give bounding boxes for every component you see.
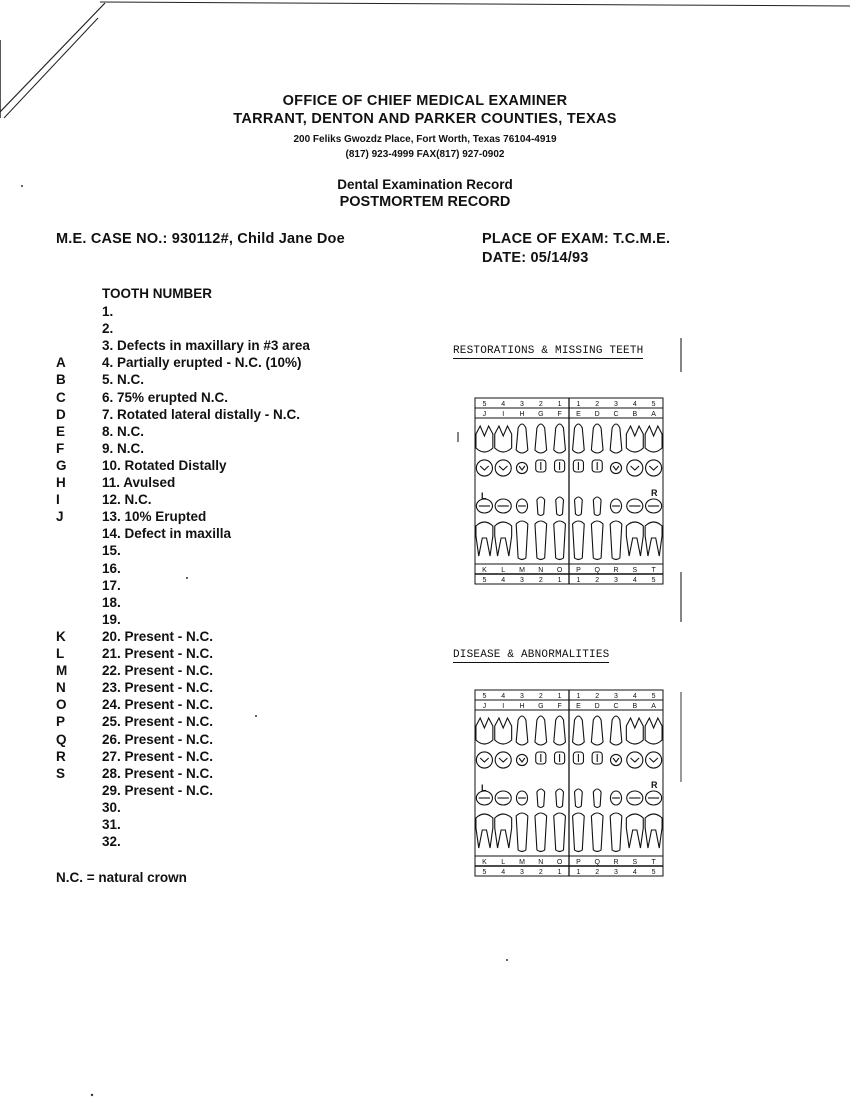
tooth-entry: 20. Present - N.C. bbox=[102, 628, 214, 644]
chart-label: I bbox=[502, 411, 505, 418]
chart-label: 4 bbox=[501, 693, 506, 700]
tooth-entry: 8. N.C. bbox=[102, 423, 145, 439]
chart-label: 3 bbox=[520, 401, 524, 408]
tooth-entry: 29. Present - N.C. bbox=[102, 782, 214, 798]
tooth-entry: 14. Defect in maxilla bbox=[102, 526, 232, 542]
chart-label: 2 bbox=[595, 577, 600, 584]
chart-label: F bbox=[557, 703, 562, 710]
record-subtitle: POSTMORTEM RECORD bbox=[339, 194, 511, 210]
chart-label: D bbox=[594, 703, 600, 710]
chart-label: 3 bbox=[614, 869, 618, 876]
tooth-entry: 22. Present - N.C. bbox=[102, 663, 214, 679]
chart-label: M bbox=[519, 567, 525, 574]
tooth-letter: O bbox=[56, 697, 67, 713]
chart-label: 3 bbox=[520, 693, 524, 700]
office-phone: (817) 923-4999 FAX(817) 927-0902 bbox=[345, 149, 505, 160]
chart-label: 2 bbox=[595, 693, 600, 700]
tooth-letter: B bbox=[56, 372, 66, 388]
tooth-letter: S bbox=[56, 765, 66, 781]
tooth-entry: 15. bbox=[102, 543, 121, 559]
chart-label: A bbox=[651, 703, 656, 710]
chart-label: P bbox=[576, 859, 581, 866]
tooth-letter: N bbox=[56, 680, 66, 696]
chart-label: K bbox=[482, 859, 487, 866]
chart-label: 1 bbox=[557, 401, 562, 408]
tooth-letter: Q bbox=[56, 731, 67, 747]
chart-side-right: R bbox=[651, 780, 658, 790]
tooth-number-heading: TOOTH NUMBER bbox=[102, 286, 212, 301]
chart-side-left: L bbox=[481, 491, 487, 501]
chart-label: F bbox=[557, 411, 562, 418]
tooth-entry: 28. Present - N.C. bbox=[102, 765, 214, 781]
office-title: OFFICE OF CHIEF MEDICAL EXAMINER bbox=[282, 93, 568, 109]
chart-label: 1 bbox=[576, 869, 581, 876]
tooth-entry: 16. bbox=[102, 560, 121, 576]
tooth-entry: 26. Present - N.C. bbox=[102, 731, 214, 747]
chart-label: 5 bbox=[651, 401, 656, 408]
chart-label: T bbox=[651, 859, 656, 866]
chart-label: 5 bbox=[482, 693, 487, 700]
chart-label: 1 bbox=[576, 401, 581, 408]
chart-label: H bbox=[519, 703, 525, 710]
chart-label: L bbox=[501, 567, 506, 574]
chart-label: B bbox=[632, 411, 638, 418]
chart-label: 4 bbox=[501, 401, 506, 408]
chart-label: T bbox=[651, 567, 656, 574]
chart-side-left: L bbox=[481, 783, 487, 793]
chart-label: G bbox=[538, 703, 544, 710]
office-address: 200 Feliks Gwozdz Place, Fort Worth, Texas 76104-4919 bbox=[293, 134, 557, 145]
chart-label: C bbox=[613, 411, 619, 418]
chart-label: 2 bbox=[595, 869, 600, 876]
chart-label: R bbox=[613, 567, 619, 574]
chart-label: 1 bbox=[576, 693, 581, 700]
chart-side-right: R bbox=[651, 488, 658, 498]
chart-label: 3 bbox=[614, 577, 618, 584]
tooth-entry: 23. Present - N.C. bbox=[102, 680, 214, 696]
tooth-letter: R bbox=[56, 748, 66, 764]
chart-label: 2 bbox=[538, 577, 543, 584]
tooth-entry: 18. bbox=[102, 594, 121, 610]
tooth-entry: 24. Present - N.C. bbox=[102, 697, 214, 713]
chart-label: A bbox=[651, 411, 656, 418]
chart-label: 1 bbox=[576, 577, 581, 584]
tooth-letter: A bbox=[56, 355, 66, 371]
chart-label: D bbox=[594, 411, 600, 418]
chart-label: 1 bbox=[557, 869, 562, 876]
disease-chart-title: DISEASE & ABNORMALITIES bbox=[453, 649, 610, 661]
tooth-letter: H bbox=[56, 475, 66, 490]
chart-label: 5 bbox=[651, 693, 656, 700]
tooth-entry: 10. Rotated Distally bbox=[102, 457, 227, 473]
restorations-chart-title: RESTORATIONS & MISSING TEETH bbox=[453, 345, 644, 357]
chart-label: E bbox=[576, 411, 581, 418]
chart-label: L bbox=[501, 859, 506, 866]
tooth-entry: 9. N.C. bbox=[102, 440, 145, 456]
chart-label: G bbox=[538, 411, 544, 418]
tooth-entry: 27. Present - N.C. bbox=[102, 748, 214, 764]
tooth-entry: 1. bbox=[102, 304, 114, 319]
chart-label: O bbox=[556, 567, 563, 574]
chart-label: 5 bbox=[482, 401, 487, 408]
tooth-letter: I bbox=[56, 492, 60, 508]
chart-label: 5 bbox=[482, 577, 487, 584]
counties-title: TARRANT, DENTON AND PARKER COUNTIES, TEXAS bbox=[233, 111, 617, 127]
chart-label: E bbox=[576, 703, 581, 710]
chart-label: P bbox=[576, 567, 581, 574]
chart-label: H bbox=[519, 411, 525, 418]
chart-label: 4 bbox=[632, 401, 637, 408]
record-title: Dental Examination Record bbox=[337, 177, 513, 192]
tooth-letter: G bbox=[56, 457, 67, 473]
tooth-entry: 19. bbox=[102, 611, 121, 627]
tooth-entry: 3. Defects in maxillary in #3 area bbox=[102, 338, 310, 354]
tooth-entry: 2. bbox=[102, 321, 114, 337]
tooth-letter: E bbox=[56, 423, 66, 439]
tooth-entry: 30. bbox=[102, 799, 121, 815]
tooth-letter: K bbox=[56, 628, 66, 644]
chart-label: J bbox=[482, 703, 487, 710]
tooth-entry: 31. bbox=[102, 817, 121, 832]
chart-label: 4 bbox=[501, 869, 506, 876]
chart-label: K bbox=[482, 567, 487, 574]
chart-label: C bbox=[613, 703, 619, 710]
chart-label: J bbox=[482, 411, 487, 418]
chart-label: 2 bbox=[538, 401, 543, 408]
case-number: M.E. CASE NO.: 930112#, Child Jane Doe bbox=[56, 231, 345, 247]
tooth-entry: 5. N.C. bbox=[102, 372, 145, 388]
chart-label: N bbox=[538, 567, 544, 574]
exam-date: DATE: 05/14/93 bbox=[482, 250, 589, 266]
chart-label: 3 bbox=[614, 401, 618, 408]
chart-label: I bbox=[502, 703, 505, 710]
disease-tooth-chart bbox=[472, 688, 666, 882]
chart-label: S bbox=[632, 859, 638, 866]
chart-label: 4 bbox=[501, 577, 506, 584]
tooth-entry: 25. Present - N.C. bbox=[102, 714, 214, 730]
chart-label: B bbox=[632, 703, 638, 710]
tooth-entry: 12. N.C. bbox=[102, 492, 152, 508]
tooth-entry: 32. bbox=[102, 834, 121, 850]
tooth-entry: 11. Avulsed bbox=[102, 475, 176, 490]
tooth-entry: 21. Present - N.C. bbox=[102, 646, 214, 661]
chart-label: 4 bbox=[632, 869, 637, 876]
chart-label: 5 bbox=[482, 869, 487, 876]
tooth-letter: J bbox=[56, 509, 64, 525]
chart-label: 4 bbox=[632, 577, 637, 584]
footnote: N.C. = natural crown bbox=[56, 870, 187, 885]
tooth-entry: 7. Rotated lateral distally - N.C. bbox=[102, 406, 301, 422]
place-of-exam: PLACE OF EXAM: T.C.M.E. bbox=[482, 231, 671, 247]
chart-label: S bbox=[632, 567, 638, 574]
chart-label: Q bbox=[594, 859, 600, 866]
chart-label: 1 bbox=[557, 693, 562, 700]
chart-label: N bbox=[538, 859, 544, 866]
chart-label: 3 bbox=[520, 577, 524, 584]
chart-label: R bbox=[613, 859, 619, 866]
tooth-entry: 6. 75% erupted N.C. bbox=[102, 389, 229, 405]
chart-label: 2 bbox=[595, 401, 600, 408]
chart-label: 1 bbox=[557, 577, 562, 584]
tooth-entry: 4. Partially erupted - N.C. (10%) bbox=[102, 355, 302, 371]
chart-label: 2 bbox=[538, 693, 543, 700]
tooth-letter: C bbox=[56, 389, 66, 405]
restorations-tooth-chart bbox=[472, 396, 666, 590]
chart-label: M bbox=[519, 859, 525, 866]
chart-label: 3 bbox=[614, 693, 618, 700]
chart-label: 5 bbox=[651, 577, 656, 584]
chart-label: 4 bbox=[632, 693, 637, 700]
chart-label: 5 bbox=[651, 869, 656, 876]
tooth-entry: 17. bbox=[102, 577, 121, 593]
tooth-letter: D bbox=[56, 406, 66, 422]
tooth-letter: P bbox=[56, 714, 66, 730]
tooth-entry: 13. 10% Erupted bbox=[102, 509, 207, 525]
chart-label: 2 bbox=[538, 869, 543, 876]
chart-label: Q bbox=[594, 567, 600, 574]
chart-label: O bbox=[556, 859, 563, 866]
tooth-letter: M bbox=[56, 663, 68, 679]
tooth-letter: F bbox=[56, 440, 65, 456]
tooth-letter: L bbox=[56, 646, 65, 661]
chart-label: 3 bbox=[520, 869, 524, 876]
